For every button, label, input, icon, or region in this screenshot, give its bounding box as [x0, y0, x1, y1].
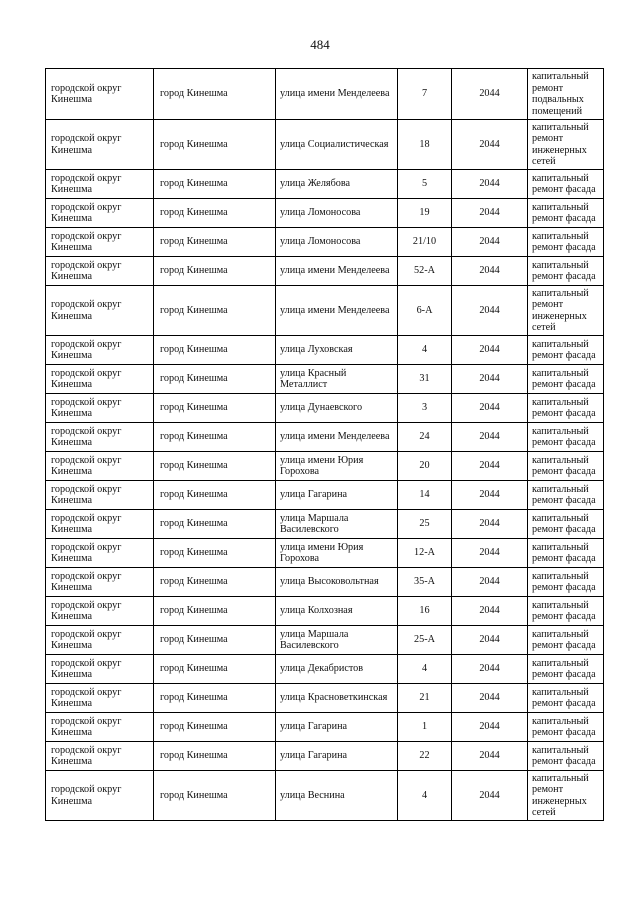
district-cell: городской округ Кинешма: [46, 394, 154, 423]
house-number-cell: 18: [398, 120, 452, 170]
work-type-cell: капитальный ремонт фасада: [528, 481, 604, 510]
street-cell: улица имени Менделеева: [276, 423, 398, 452]
year-cell: 2044: [452, 228, 528, 257]
house-number-cell: 3: [398, 394, 452, 423]
table-row: [46, 120, 604, 170]
work-type-cell: капитальный ремонт фасада: [528, 365, 604, 394]
street-cell: улица Красный Металлист: [276, 365, 398, 394]
district-cell: городской округ Кинешма: [46, 597, 154, 626]
work-type-cell: капитальный ремонт фасада: [528, 742, 604, 771]
house-number-cell: 31: [398, 365, 452, 394]
table-row: [46, 597, 604, 626]
city-cell: город Кинешма: [154, 199, 276, 228]
work-type-cell: капитальный ремонт фасада: [528, 568, 604, 597]
city-cell: город Кинешма: [154, 626, 276, 655]
house-number-cell: 14: [398, 481, 452, 510]
house-number-cell: 4: [398, 336, 452, 365]
work-type-cell: капитальный ремонт фасада: [528, 510, 604, 539]
house-number-cell: 7: [398, 69, 452, 120]
table-row: [46, 713, 604, 742]
street-cell: улица Маршала Василевского: [276, 510, 398, 539]
house-number-cell: 6-А: [398, 286, 452, 336]
table-row: [46, 568, 604, 597]
house-number-cell: 22: [398, 742, 452, 771]
street-cell: улица Желябова: [276, 170, 398, 199]
house-number-cell: 24: [398, 423, 452, 452]
year-cell: 2044: [452, 568, 528, 597]
repair-schedule-table: [45, 68, 604, 821]
table-row: [46, 655, 604, 684]
district-cell: городской округ Кинешма: [46, 336, 154, 365]
table-row: [46, 286, 604, 336]
district-cell: городской округ Кинешма: [46, 742, 154, 771]
year-cell: 2044: [452, 626, 528, 655]
district-cell: городской округ Кинешма: [46, 539, 154, 568]
city-cell: город Кинешма: [154, 684, 276, 713]
district-cell: городской округ Кинешма: [46, 228, 154, 257]
table-row: [46, 510, 604, 539]
year-cell: 2044: [452, 452, 528, 481]
street-cell: улица Красноветкинская: [276, 684, 398, 713]
table-body: [46, 69, 604, 821]
district-cell: городской округ Кинешма: [46, 69, 154, 120]
table-row: [46, 539, 604, 568]
house-number-cell: 25-А: [398, 626, 452, 655]
table-row: [46, 452, 604, 481]
city-cell: город Кинешма: [154, 120, 276, 170]
house-number-cell: 16: [398, 597, 452, 626]
year-cell: 2044: [452, 713, 528, 742]
street-cell: улица имени Юрия Горохова: [276, 452, 398, 481]
year-cell: 2044: [452, 257, 528, 286]
house-number-cell: 21: [398, 684, 452, 713]
table-row: [46, 69, 604, 120]
work-type-cell: капитальный ремонт фасада: [528, 684, 604, 713]
year-cell: 2044: [452, 771, 528, 821]
city-cell: город Кинешма: [154, 365, 276, 394]
street-cell: улица Колхозная: [276, 597, 398, 626]
street-cell: улица имени Менделеева: [276, 69, 398, 120]
city-cell: город Кинешма: [154, 69, 276, 120]
year-cell: 2044: [452, 69, 528, 120]
year-cell: 2044: [452, 684, 528, 713]
house-number-cell: 4: [398, 655, 452, 684]
house-number-cell: 19: [398, 199, 452, 228]
year-cell: 2044: [452, 742, 528, 771]
work-type-cell: капитальный ремонт фасада: [528, 655, 604, 684]
street-cell: улица Маршала Василевского: [276, 626, 398, 655]
district-cell: городской округ Кинешма: [46, 568, 154, 597]
year-cell: 2044: [452, 481, 528, 510]
city-cell: город Кинешма: [154, 539, 276, 568]
city-cell: город Кинешма: [154, 713, 276, 742]
street-cell: улица Луховская: [276, 336, 398, 365]
city-cell: город Кинешма: [154, 170, 276, 199]
city-cell: город Кинешма: [154, 394, 276, 423]
year-cell: 2044: [452, 423, 528, 452]
street-cell: улица Гагарина: [276, 481, 398, 510]
work-type-cell: капитальный ремонт инженерных сетей: [528, 120, 604, 170]
work-type-cell: капитальный ремонт фасада: [528, 228, 604, 257]
city-cell: город Кинешма: [154, 742, 276, 771]
work-type-cell: капитальный ремонт инженерных сетей: [528, 771, 604, 821]
work-type-cell: капитальный ремонт фасада: [528, 257, 604, 286]
table-row: [46, 626, 604, 655]
street-cell: улица Веснина: [276, 771, 398, 821]
city-cell: город Кинешма: [154, 336, 276, 365]
table-row: [46, 199, 604, 228]
district-cell: городской округ Кинешма: [46, 423, 154, 452]
street-cell: улица Ломоносова: [276, 228, 398, 257]
table-row: [46, 228, 604, 257]
street-cell: улица Гагарина: [276, 742, 398, 771]
city-cell: город Кинешма: [154, 655, 276, 684]
city-cell: город Кинешма: [154, 481, 276, 510]
street-cell: улица Ломоносова: [276, 199, 398, 228]
work-type-cell: капитальный ремонт инженерных сетей: [528, 286, 604, 336]
table-row: [46, 742, 604, 771]
house-number-cell: 20: [398, 452, 452, 481]
year-cell: 2044: [452, 120, 528, 170]
street-cell: улица Социалистическая: [276, 120, 398, 170]
work-type-cell: капитальный ремонт фасада: [528, 539, 604, 568]
table-row: [46, 336, 604, 365]
city-cell: город Кинешма: [154, 568, 276, 597]
work-type-cell: капитальный ремонт фасада: [528, 626, 604, 655]
district-cell: городской округ Кинешма: [46, 257, 154, 286]
street-cell: улица Гагарина: [276, 713, 398, 742]
city-cell: город Кинешма: [154, 597, 276, 626]
district-cell: городской округ Кинешма: [46, 286, 154, 336]
work-type-cell: капитальный ремонт фасада: [528, 199, 604, 228]
year-cell: 2044: [452, 170, 528, 199]
table-row: [46, 394, 604, 423]
house-number-cell: 21/10: [398, 228, 452, 257]
city-cell: город Кинешма: [154, 286, 276, 336]
year-cell: 2044: [452, 597, 528, 626]
city-cell: город Кинешма: [154, 423, 276, 452]
table-row: [46, 771, 604, 821]
district-cell: городской округ Кинешма: [46, 771, 154, 821]
work-type-cell: капитальный ремонт фасада: [528, 394, 604, 423]
city-cell: город Кинешма: [154, 771, 276, 821]
city-cell: город Кинешма: [154, 510, 276, 539]
street-cell: улица Высоковольтная: [276, 568, 398, 597]
year-cell: 2044: [452, 365, 528, 394]
house-number-cell: 52-А: [398, 257, 452, 286]
work-type-cell: капитальный ремонт фасада: [528, 713, 604, 742]
table-row: [46, 170, 604, 199]
year-cell: 2044: [452, 539, 528, 568]
year-cell: 2044: [452, 510, 528, 539]
district-cell: городской округ Кинешма: [46, 120, 154, 170]
city-cell: город Кинешма: [154, 228, 276, 257]
table-row: [46, 684, 604, 713]
table-row: [46, 257, 604, 286]
work-type-cell: капитальный ремонт фасада: [528, 170, 604, 199]
work-type-cell: капитальный ремонт фасада: [528, 597, 604, 626]
district-cell: городской округ Кинешма: [46, 626, 154, 655]
street-cell: улица имени Менделеева: [276, 286, 398, 336]
city-cell: город Кинешма: [154, 257, 276, 286]
district-cell: городской округ Кинешма: [46, 365, 154, 394]
house-number-cell: 35-А: [398, 568, 452, 597]
table-row: [46, 365, 604, 394]
district-cell: городской округ Кинешма: [46, 170, 154, 199]
year-cell: 2044: [452, 286, 528, 336]
district-cell: городской округ Кинешма: [46, 199, 154, 228]
work-type-cell: капитальный ремонт фасада: [528, 336, 604, 365]
district-cell: городской округ Кинешма: [46, 655, 154, 684]
street-cell: улица имени Юрия Горохова: [276, 539, 398, 568]
house-number-cell: 1: [398, 713, 452, 742]
house-number-cell: 5: [398, 170, 452, 199]
district-cell: городской округ Кинешма: [46, 510, 154, 539]
street-cell: улица Декабристов: [276, 655, 398, 684]
house-number-cell: 4: [398, 771, 452, 821]
house-number-cell: 12-А: [398, 539, 452, 568]
work-type-cell: капитальный ремонт фасада: [528, 452, 604, 481]
district-cell: городской округ Кинешма: [46, 713, 154, 742]
district-cell: городской округ Кинешма: [46, 452, 154, 481]
table-row: [46, 481, 604, 510]
page-number: 484: [310, 37, 330, 52]
work-type-cell: капитальный ремонт подвальных помещений: [528, 69, 604, 120]
table-row: [46, 423, 604, 452]
year-cell: 2044: [452, 199, 528, 228]
district-cell: городской округ Кинешма: [46, 481, 154, 510]
year-cell: 2044: [452, 336, 528, 365]
street-cell: улица имени Менделеева: [276, 257, 398, 286]
street-cell: улица Дунаевского: [276, 394, 398, 423]
year-cell: 2044: [452, 655, 528, 684]
city-cell: город Кинешма: [154, 452, 276, 481]
district-cell: городской округ Кинешма: [46, 684, 154, 713]
work-type-cell: капитальный ремонт фасада: [528, 423, 604, 452]
house-number-cell: 25: [398, 510, 452, 539]
year-cell: 2044: [452, 394, 528, 423]
